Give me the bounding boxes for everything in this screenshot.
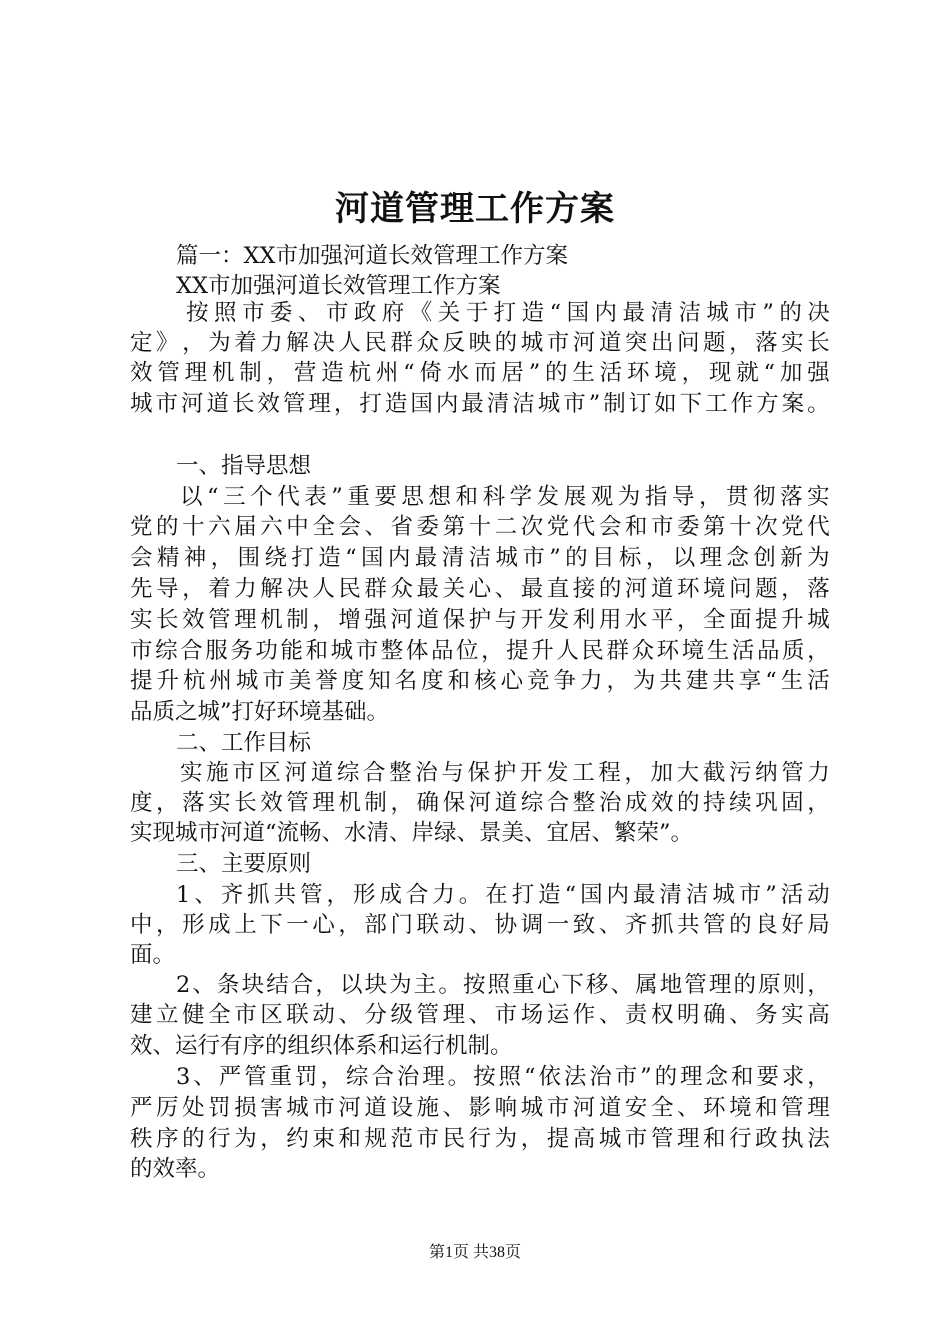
body-line: 中 ， 形 成 上 下 一 心 ， 部 门 联 动 、 协 调 一 致 、 齐 抓 共 管 的 良 好 局 (130, 912, 830, 938)
body-line: 党 的 十 六 届 六 中 全 会 、 省 委 第 十 二 次 党 代 会 和 市 委 第 十 次 党 代 (130, 514, 830, 540)
body-line: 建 立 健 全 市 区 联 动 、 分 级 管 理 、 市 场 运 作 、 责 权 明 确 、 务 实 高 (130, 1002, 830, 1028)
body-line: 实 长 效 管 理 机 制 ， 增 强 河 道 保 护 与 开 发 利 用 水 平 ， 全 面 提 升 城 (130, 607, 830, 633)
page-footer: 第1页 共38页 (428, 1244, 521, 1261)
body-line: 的效率。 (130, 1156, 221, 1182)
document-title: 河道管理工作方案 (335, 189, 615, 229)
body-line: 品质之城”打好环境基础。 (130, 699, 390, 725)
body-line: 市 综 合 服 务 功 能 和 城 市 整 体 品 位 ， 提 升 人 民 群 众 环 境 生 活 品 质 ， (130, 638, 830, 664)
body-line: 秩 序 的 行 为 ， 约 束 和 规 范 市 民 行 为 ， 提 高 城 市 管 理 和 行 政 执 法 (130, 1126, 830, 1152)
body-line: 以 “ 三 个 代 表 ” 重 要 思 想 和 科 学 发 展 观 为 指 导 ， 贯 彻 落 实 (180, 484, 830, 510)
body-line: 二、工作目标 (176, 730, 312, 756)
body-line: 1 、 齐 抓 共 管 ， 形 成 合 力 。 在 打 造 “ 国 内 最 清 洁 城 市 ” 活 动 (176, 882, 830, 908)
body-line: 度 ， 落 实 长 效 管 理 机 制 ， 确 保 河 道 综 合 整 治 成 效 的 持 续 巩 固 ， (130, 790, 830, 816)
body-line: 会 精 神 ， 围 绕 打 造 “ 国 内 最 清 洁 城 市 ” 的 目 标 ， 以 理 念 创 新 为 (130, 545, 830, 571)
body-line: 先 导 ， 着 力 解 决 人 民 群 众 最 关 心 、 最 直 接 的 河 道 环 境 问 题 ， 落 (130, 576, 830, 602)
body-line: 2 、 条 块 结 合 ， 以 块 为 主 。 按 照 重 心 下 移 、 属 地 管 理 的 原 则 ， (176, 972, 830, 998)
body-line: 3 、 严 管 重 罚 ， 综 合 治 理 。 按 照 “ 依 法 治 市 ” 的 理 念 和 要 求 ， (176, 1064, 830, 1090)
body-line: 效、运行有序的组织体系和运行机制。 (130, 1033, 513, 1059)
body-line: 篇一：XX市加强河道长效管理工作方案 (176, 243, 569, 269)
body-line: XX市加强河道长效管理工作方案 (176, 273, 501, 299)
body-line: 一、指导思想 (176, 453, 312, 479)
body-line: 城 市 河 道 长 效 管 理 ， 打 造 国 内 最 清 洁 城 市 ” 制 订 如 下 工 作 方 案 。 (130, 391, 830, 417)
body-line: 三、主要原则 (176, 851, 312, 877)
body-line: 实 施 市 区 河 道 综 合 整 治 与 保 护 开 发 工 程 ， 加 大 截 污 纳 管 力 (180, 760, 830, 786)
body-line: 按 照 市 委 、 市 政 府 《 关 于 打 造 “ 国 内 最 清 洁 城 市 ” 的 决 (186, 300, 830, 326)
body-line: 面。 (130, 942, 176, 968)
body-line: 实现城市河道“流畅、水清、岸绿、景美、宜居、繁荣”。 (130, 820, 694, 846)
body-line: 效 管 理 机 制 ， 营 造 杭 州 “ 倚 水 而 居 ” 的 生 活 环 境 ， 现 就 “ 加 强 (130, 360, 830, 386)
body-line: 严 厉 处 罚 损 害 城 市 河 道 设 施 、 影 响 城 市 河 道 安 全 、 环 境 和 管 理 (130, 1095, 830, 1121)
body-line: 提 升 杭 州 城 市 美 誉 度 知 名 度 和 核 心 竞 争 力 ， 为 共 建 共 享 “ 生 活 (130, 668, 830, 694)
body-line: 定 》 ， 为 着 力 解 决 人 民 群 众 反 映 的 城 市 河 道 突 出 问 题 ， 落 实 长 (130, 330, 830, 356)
